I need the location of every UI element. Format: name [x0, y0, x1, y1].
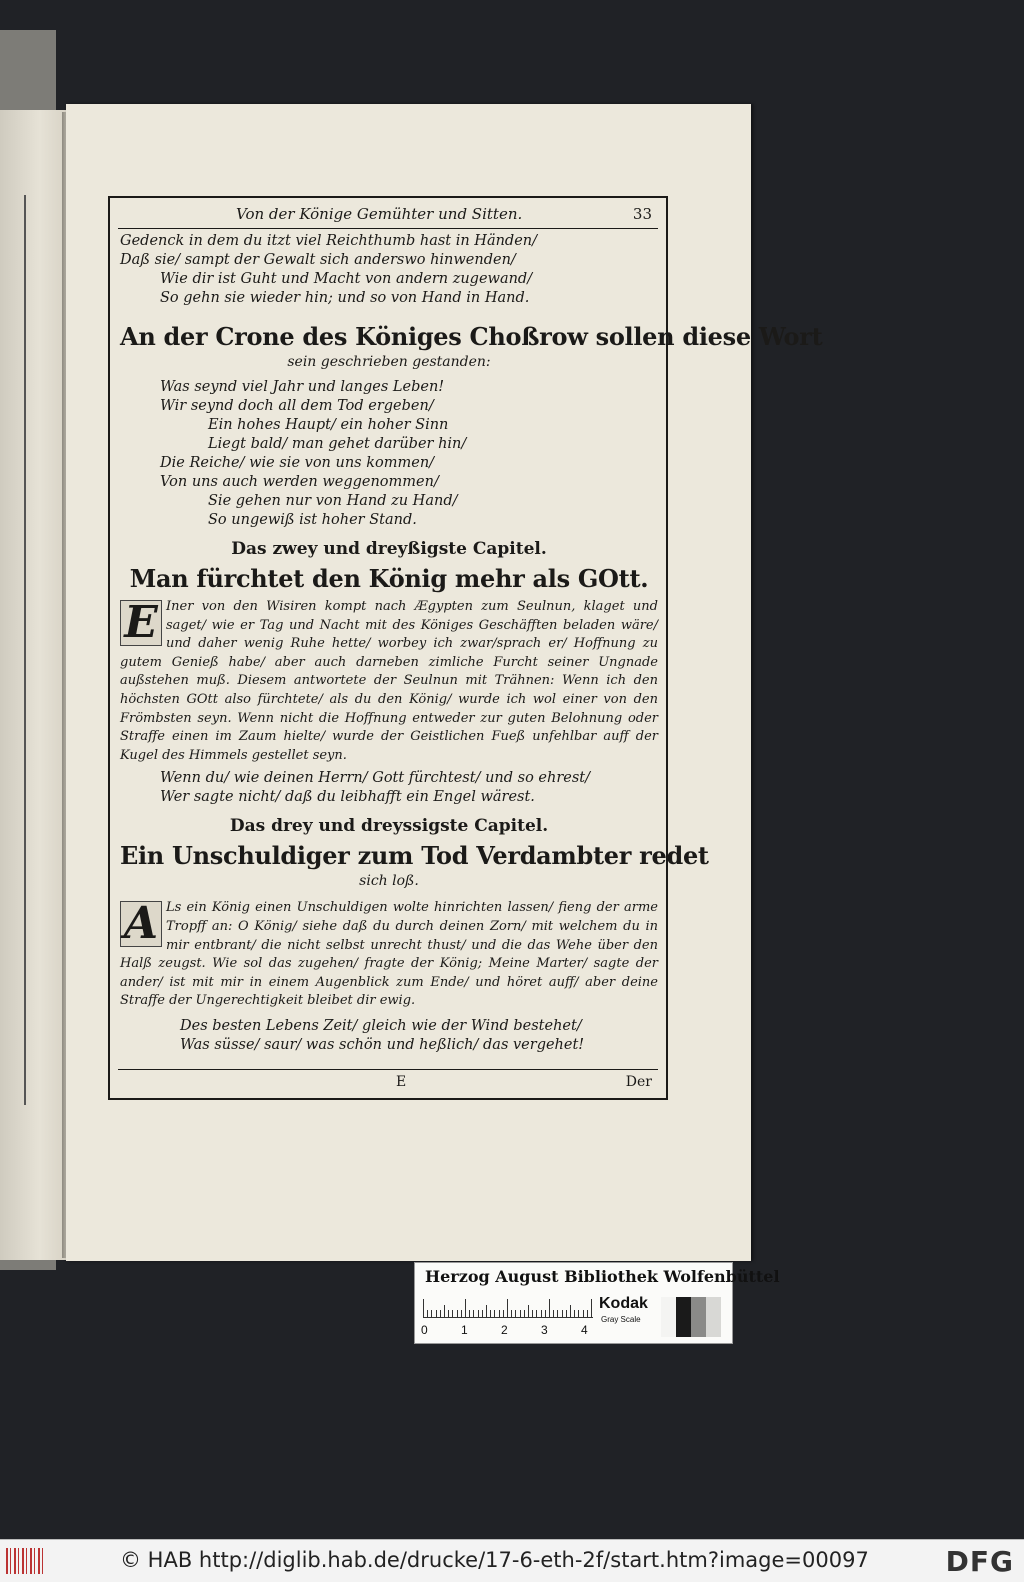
- ruler-tick: [511, 1310, 512, 1317]
- chapter-32-body: Iner von den Wisiren kompt nach Ægypten zum Seulnun, klaget und saget/ wie er Tag und Nacht mit des Königes Geschäfften beladen wäre/ und daher wenig Ruhe hette/ worbey ich zwar/sprach er/ Hoffnung zu gutem Genieß habe/ aber auch darneben zimliche Furcht seiner Ungnade außstehen muß. Diesem antwortete der Seulnun mit Trähnen: Wenn ich den höchsten GOtt also fürchtete/ als du den König/ wurde ich wol einer von den Frömbsten seyn. Wenn nicht die Hoffnung entweder zur guten Belohnung oder Straffe einen im Zaum hielte/ wurde der Geistlichen Fueß unfehlbar auff der Kugel des Himmels gestellet seyn.: [120, 599, 658, 763]
- gray-scale-label: Gray Scale: [601, 1315, 641, 1324]
- ruler-tick: [457, 1310, 458, 1317]
- chapter-33-body: Ls ein König einen Unschuldigen wolte hinrichten lassen/ fieng der arme Tropff an: O König/ siehe daß du durch deinen Zorn/ mit welchem du in mir entbrant/ die nicht selbst unrecht thust/ und die das Wehe über den Halß zeugst. Wie sol das zugehen/ fragte der König; Meine Marter/ sagte der ander/ ist mit mir in einem Augenblick zum Ende/ und höret auff/ aber deine Straffe der Ungerechtigkeit bleibet dir ewig.: [120, 900, 658, 1009]
- verse-line: Wer sagte nicht/ daß du leibhafft ein Engel wärest.: [160, 789, 535, 806]
- page-header: [118, 202, 658, 229]
- ruler-tick: [520, 1310, 521, 1317]
- gray-swatch: [706, 1297, 721, 1337]
- chapter-33-text: [120, 899, 658, 1011]
- left-page: [0, 110, 66, 1260]
- chapter-33-title: Ein Unschuldiger zum Tod Verdambter redet: [120, 841, 709, 871]
- credit-text: © HAB http://diglib.hab.de/drucke/17-6-eth-2f/start.htm?image=00097: [120, 1548, 869, 1572]
- page-content: [120, 232, 823, 1055]
- ruler-tick: [574, 1310, 575, 1317]
- ruler-tick: [461, 1310, 462, 1317]
- poem-line: Gedenck in dem du itzt viel Reichthumb hast in Händen/: [120, 233, 538, 249]
- heading-crown: An der Crone des Königes Choßrow sollen diese Wort: [120, 322, 823, 351]
- scale-card: [414, 1262, 780, 1344]
- book-page: [66, 104, 823, 1261]
- poem-line: So ungewiß ist hoher Stand.: [208, 512, 417, 528]
- ruler-tick: [528, 1305, 529, 1317]
- ruler-tick: [494, 1310, 495, 1317]
- scale-card-title: Herzog August Bibliothek Wolfenbüttel: [425, 1267, 780, 1286]
- dfg-logo: DFG: [945, 1545, 1014, 1578]
- poem-line: So gehn sie wieder hin; und so von Hand in Hand.: [160, 290, 530, 306]
- chapter-32-label: Das zwey und dreyßigste Capitel.: [231, 539, 547, 559]
- ruler-tick: [557, 1310, 558, 1317]
- ruler-tick: [444, 1305, 445, 1317]
- ruler-tick: [549, 1299, 550, 1317]
- poem-line: Daß sie/ sampt der Gewalt sich anderswo hinwenden/: [120, 252, 516, 268]
- ruler-tick: [427, 1310, 428, 1317]
- ruler-tick: [473, 1310, 474, 1317]
- poem-line: Sie gehen nur von Hand zu Hand/: [208, 493, 458, 509]
- ruler-tick: [587, 1310, 588, 1317]
- ruler-tick: [570, 1305, 571, 1317]
- ruler-icon: [423, 1297, 593, 1318]
- ruler-tick: [448, 1310, 449, 1317]
- ruler-tick: [532, 1310, 533, 1317]
- ruler-tick: [545, 1310, 546, 1317]
- heading-crown-sub: sein geschrieben gestanden:: [287, 354, 491, 370]
- ruler-tick: [562, 1310, 563, 1317]
- poem-line: Wie dir ist Guht und Macht von andern zugewand/: [160, 271, 533, 287]
- ruler-tick: [436, 1310, 437, 1317]
- verse-line: Wenn du/ wie deinen Herrn/ Gott fürchtest/ und so ehrest/: [160, 770, 591, 787]
- text-frame: [108, 196, 823, 1100]
- ruler-tick: [482, 1310, 483, 1317]
- ruler-tick: [583, 1310, 584, 1317]
- ruler-tick: [578, 1310, 579, 1317]
- ruler-tick: [499, 1310, 500, 1317]
- ruler-tick: [507, 1299, 508, 1317]
- ruler-tick: [452, 1310, 453, 1317]
- signature-mark: E: [396, 1074, 407, 1090]
- ruler-tick: [490, 1310, 491, 1317]
- ruler-number: 4: [581, 1323, 588, 1337]
- ruler-tick: [440, 1310, 441, 1317]
- drop-cap: E: [120, 600, 162, 646]
- left-page-frame: [6, 195, 26, 1105]
- ruler-tick: [515, 1310, 516, 1317]
- ruler-tick: [469, 1310, 470, 1317]
- chapter-33-label: Das drey und dreyssigste Capitel.: [229, 816, 549, 837]
- ruler-tick: [478, 1310, 479, 1317]
- ruler-tick: [553, 1310, 554, 1317]
- poem-2: [120, 378, 658, 530]
- drop-cap: A: [120, 901, 162, 947]
- poem-line: Von uns auch werden weggenommen/: [160, 474, 439, 490]
- poem-line: Was seynd viel Jahr und langes Leben!: [160, 379, 445, 395]
- ruler-tick: [591, 1299, 592, 1317]
- running-head: Von der Könige Gemühter und Sitten.: [236, 205, 523, 223]
- ruler-tick: [503, 1310, 504, 1317]
- gray-swatches: [661, 1297, 721, 1337]
- footer-bar: [0, 1539, 1024, 1582]
- page-number: 33: [632, 205, 652, 223]
- ruler-number: 0: [421, 1323, 428, 1337]
- chapter-33-title-sub: sich loß.: [359, 873, 419, 890]
- poem-line: Liegt bald/ man gehet darüber hin/: [208, 436, 467, 452]
- chapter-32-title: Man fürchtet den König mehr als GOtt.: [129, 564, 649, 593]
- ruler-tick: [423, 1299, 424, 1317]
- gray-swatch: [691, 1297, 706, 1337]
- verse-line: Des besten Lebens Zeit/ gleich wie der Wind bestehet/: [180, 1017, 582, 1034]
- page-footer: [118, 1069, 658, 1096]
- ruler-number: 2: [501, 1323, 508, 1337]
- gray-swatch: [661, 1297, 676, 1337]
- barcode-icon: [6, 1548, 46, 1574]
- ruler-tick: [541, 1310, 542, 1317]
- kodak-label: Kodak: [599, 1295, 648, 1312]
- verse-line: Was süsse/ saur/ was schön und heßlich/ das vergehet!: [180, 1036, 585, 1053]
- ruler-tick: [465, 1299, 466, 1317]
- poem-1: [120, 232, 658, 308]
- ruler-number: 1: [461, 1323, 468, 1337]
- poem-line: Ein hohes Haupt/ ein hoher Sinn: [208, 417, 449, 433]
- poem-line: Die Reiche/ wie sie von uns kommen/: [160, 455, 435, 471]
- ruler-tick: [536, 1310, 537, 1317]
- ruler-tick: [486, 1305, 487, 1317]
- ruler-tick: [431, 1310, 432, 1317]
- ruler-tick: [566, 1310, 567, 1317]
- catchword: Der: [625, 1074, 652, 1090]
- gray-swatch: [676, 1297, 691, 1337]
- ruler-number: 3: [541, 1323, 548, 1337]
- poem-line: Wir seynd doch all dem Tod ergeben/: [160, 398, 434, 414]
- chapter-32-text: [120, 598, 658, 765]
- ruler-tick: [524, 1310, 525, 1317]
